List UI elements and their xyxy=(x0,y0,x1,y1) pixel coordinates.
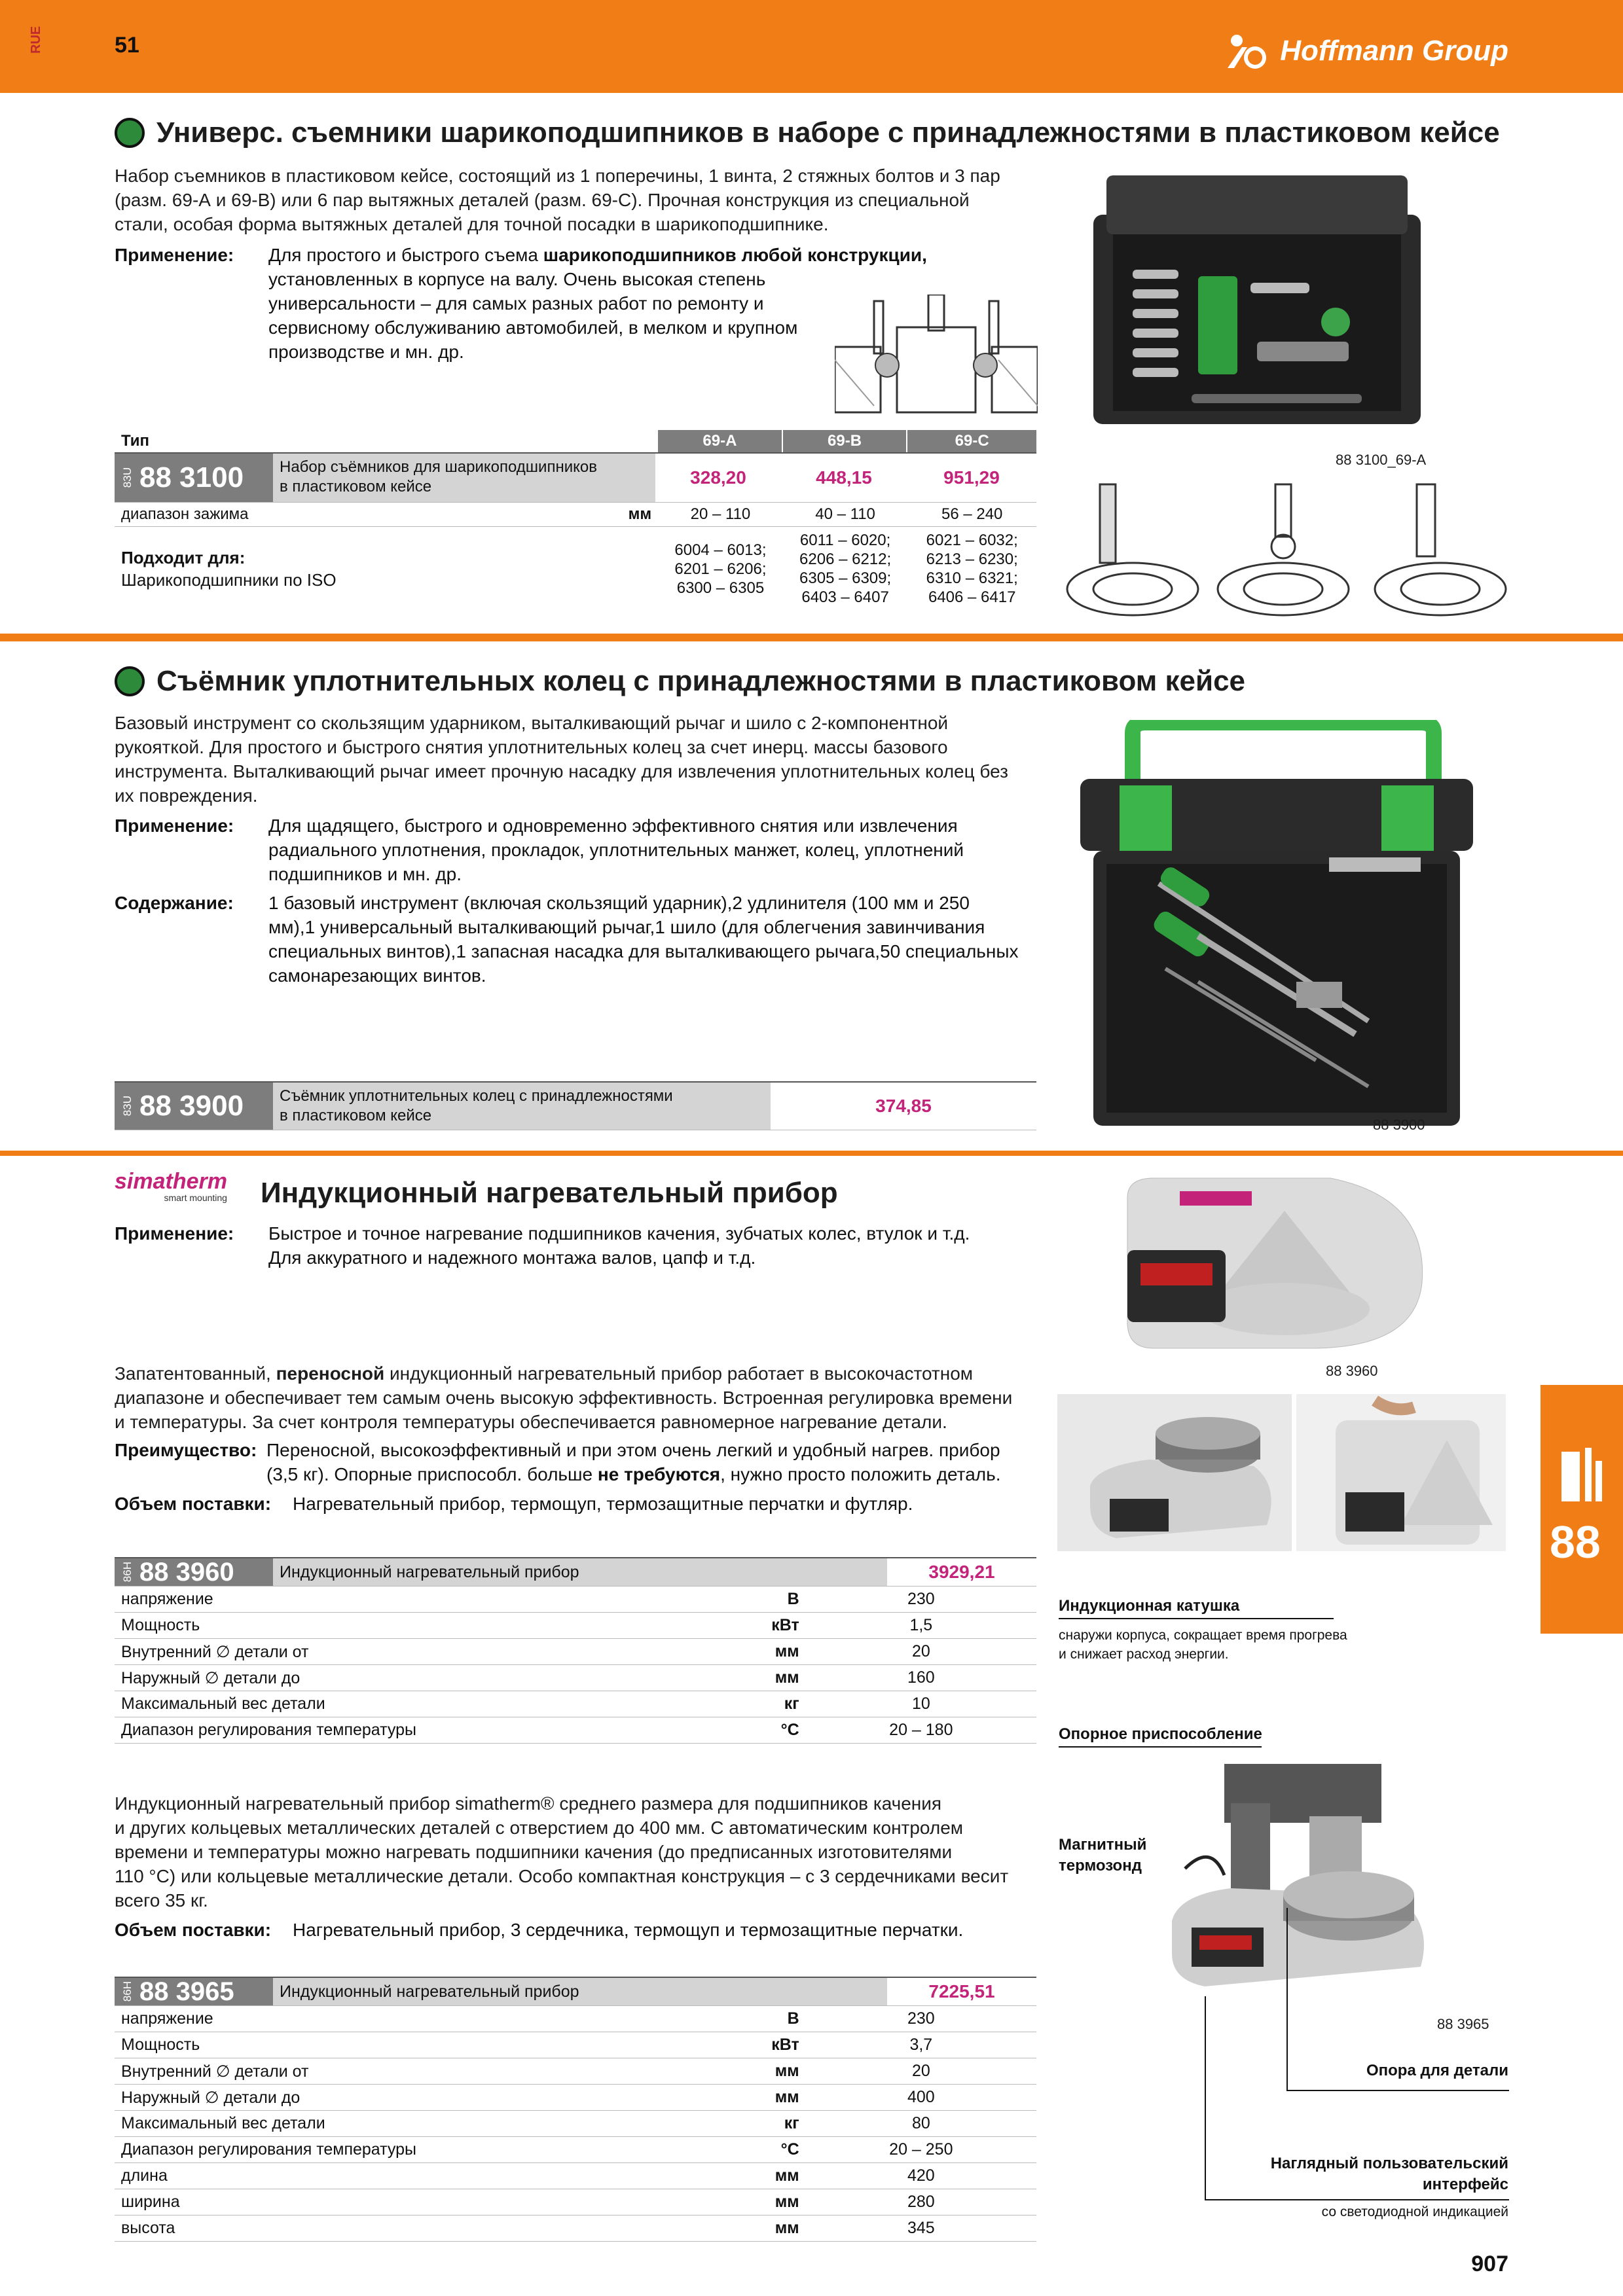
spec-list-883960 xyxy=(115,1587,1036,1744)
spec-label: длина xyxy=(121,2166,168,2185)
spec-value: 20 – 180 xyxy=(889,1721,953,1739)
article-number: 83U 88 3900 xyxy=(115,1083,273,1130)
spec-label: Мощность xyxy=(121,1616,200,1634)
spec-row xyxy=(115,1665,1036,1691)
spec-row xyxy=(115,1587,1036,1613)
spec-label: Внутренний ∅ детали от xyxy=(121,1642,309,1661)
language-code: RUE xyxy=(29,26,43,54)
spec-label: Наружный ∅ детали до xyxy=(121,2088,301,2107)
puller-set-case-image xyxy=(1093,171,1421,441)
table-row: 86H 88 3960 Индукционный нагревательный прибор 3929,21 xyxy=(115,1558,1036,1587)
brand-logo xyxy=(1225,31,1508,71)
spec-label: Максимальный вес детали xyxy=(121,1695,325,1713)
spec-unit: кг xyxy=(784,1695,799,1713)
callout-support: Опорное приспособление xyxy=(1059,1725,1262,1743)
section2-table xyxy=(115,1081,1036,1130)
spec-label: ширина xyxy=(121,2193,180,2211)
table-row: Подходит для: Шарикоподшипники по ISO 6004 – 6013; 6201 – 6206; 6300 – 6305 6011 – 6020; 6206 – 6212; 6305 – 6309; 6403 – 6407 6021 – 6032; 6213 – 6230; 6310 – 6321; 6406 – 6417 xyxy=(121,531,1018,606)
spec-unit: мм xyxy=(775,2166,799,2185)
spec-value: 420 xyxy=(907,2166,935,2185)
spec-label: Максимальный вес детали xyxy=(121,2114,325,2132)
heater-883960-image xyxy=(1114,1172,1429,1355)
spec-row xyxy=(115,1717,1036,1744)
spec-value: 20 xyxy=(911,2062,930,2080)
section1-table: Тип 69-A 69-B 69-C 83U 88 3100 Набор съёмников для шарикоподшипников в пластиковом кейсе 328,20 448,15 951,29 диапазон зажима мм 20 – 110 40 – 110 56 – 240 Подходит для: Шарикоподшипники по ISO 6004 – 6013; 6201 – 6206; 6300 – 6305 6011 – 6020; 6206 – 6212; 6305 – 6309; 6403 – 6407 6021 – 6032; 6213 – 6230; 6310 – 6321; 6406 – 6417 xyxy=(115,430,1036,611)
spec-label: Диапазон регулирования температуры xyxy=(121,2140,416,2159)
spec-label: высота xyxy=(121,2219,175,2237)
spec-unit: кг xyxy=(784,2114,799,2132)
callout-coil-text: снаружи корпуса, сокращает время прогрева и снижает расход энергии. xyxy=(1059,1628,1347,1662)
spec-row xyxy=(115,2058,1036,2085)
spec-unit: °С xyxy=(780,2140,799,2159)
spec-list-883965 xyxy=(115,2006,1036,2242)
spec-row xyxy=(115,2189,1036,2215)
spec-value: 80 xyxy=(911,2114,930,2132)
section-divider xyxy=(0,1151,1623,1156)
bearing-section-drawing xyxy=(835,295,1038,416)
callout-line xyxy=(1205,2199,1509,2200)
spec-value: 1,5 xyxy=(909,1616,933,1634)
spec-row xyxy=(115,1691,1036,1717)
section-divider xyxy=(0,634,1623,641)
spec-value: 160 xyxy=(907,1668,935,1687)
page-number-right: 907 xyxy=(1471,2251,1508,2276)
spec-row xyxy=(115,2085,1036,2111)
section3-description: Запатентованный, переносной индукционный нагревательный прибор работает в высокочастотном диапазоне и обеспечивает тем самым очень высокую эффективность. Встроенная регулировка времени и температуры. За счет контроля температуры обеспечивается равномерное нагревание детали. xyxy=(115,1363,1013,1432)
spec-value: 230 xyxy=(907,2009,935,2028)
spec-value: 3,7 xyxy=(909,2036,933,2054)
article-number: 86H 88 3960 xyxy=(115,1558,273,1586)
spec-unit: мм xyxy=(775,1668,799,1687)
spec-unit: мм xyxy=(775,2088,799,2106)
section3-advantage: Преимущество: Переносной, высокоэффективный и при этом очень легкий и удобный нагрев. прибор (3,5 кг). Опорные приспособл. больше не требуются, нужно просто положить деталь. xyxy=(115,1440,1001,1484)
heater-883965-image xyxy=(1159,1764,1440,2000)
spec-value: 10 xyxy=(911,1695,930,1713)
table-row: 83U 88 3900 Съёмник уплотнительных колец с принадлежностями в пластиковом кейсе 374,85 xyxy=(115,1083,1036,1130)
callout-rest: Опора для детали xyxy=(1366,2062,1508,2079)
spec-unit: мм xyxy=(775,2219,799,2237)
image-caption-883900: 88 3900 xyxy=(1373,1117,1425,1133)
chapter-number: 88 xyxy=(1550,1516,1601,1568)
callout-ui-text: со светодиодной индикацией xyxy=(1321,2204,1508,2219)
spec-value: 280 xyxy=(907,2193,935,2211)
chapter-tab xyxy=(1541,1385,1623,1634)
spec-label: напряжение xyxy=(121,1590,213,1608)
section1-application: Применение: Для простого и быстрого съема шарикоподшипников любой конструкции, установленных в корпусе на валу. Очень высокая степень универсальности – для самых разных работ по ремонту и сервисному обслуживанию автомобилей, в мелком и крупном производстве и мн. др. xyxy=(115,245,927,362)
table-row: 86H 88 3965 Индукционный нагревательный прибор 7225,51 xyxy=(115,1978,1036,2006)
spec-row xyxy=(115,2215,1036,2242)
spec-value: 400 xyxy=(907,2088,935,2106)
callout-probe: Магнитный термозонд xyxy=(1059,1836,1147,1874)
spec-value: 20 xyxy=(911,1642,930,1660)
image-caption-883965: 88 3965 xyxy=(1437,2016,1489,2032)
spec-unit: °С xyxy=(780,1721,799,1739)
callout-ui: Наглядный пользовательский интерфейс xyxy=(1270,2155,1508,2193)
spec-row xyxy=(115,2111,1036,2137)
callout-line xyxy=(1059,1746,1262,1748)
spec-row xyxy=(115,2137,1036,2163)
spec-unit: мм xyxy=(775,1642,799,1660)
spec-row xyxy=(115,2032,1036,2058)
heater-carry-photo xyxy=(1296,1394,1506,1551)
spec-row xyxy=(115,1639,1036,1665)
section3-title: Индукционный нагревательный прибор xyxy=(261,1177,838,1209)
section1-title: Универс. съемники шарикоподшипников в наборе с принадлежностями в пластиковом кейсе xyxy=(115,117,1500,149)
green-quality-icon xyxy=(115,666,145,696)
hoffmann-logo-icon xyxy=(1225,33,1271,69)
spec-label: напряжение xyxy=(121,2009,213,2028)
image-caption-883960: 88 3960 xyxy=(1326,1363,1378,1379)
green-quality-icon xyxy=(115,118,145,148)
spec-row xyxy=(115,1613,1036,1639)
spec-unit: В xyxy=(787,2009,799,2028)
tools-icon xyxy=(1559,1445,1605,1504)
spec-value: 20 – 250 xyxy=(889,2140,953,2159)
section4-description: Индукционный нагревательный прибор simatherm® среднего размера для подшипников качения и других кольцевых металлических деталей с отверстием до 400 мм. С автоматическим контролем времени и температуры можно нагревать подшипники качения (до предписанных изготовителями 110 °С) или кольцевые металлические детали. Особо компактная конструкция – с 3 сердечниками весит всего 35 кг. xyxy=(115,1793,1009,1910)
spec-unit: кВт xyxy=(771,2036,799,2054)
article-number: 86H 88 3965 xyxy=(115,1978,273,2005)
section2-title: Съёмник уплотнительных колец с принадлежностями в пластиковом кейсе xyxy=(115,665,1245,698)
spec-unit: кВт xyxy=(771,1616,799,1634)
section4-scope: Объем поставки: Нагревательный прибор, 3 сердечника, термощуп и термозащитные перчатки. xyxy=(115,1920,964,1940)
spec-value: 345 xyxy=(907,2219,935,2237)
section3-table xyxy=(115,1557,1036,1744)
puller-usage-illustrations xyxy=(1061,478,1512,619)
spec-label: Мощность xyxy=(121,2036,200,2054)
section2-contents: Содержание: 1 базовый инструмент (включая скользящий ударник),2 удлинителя (100 мм и 250 мм),1 универсальный выталкивающий рычаг,1 шило (для облегчения завинчивания специальных винтов),1 запасная насадка для выталкивающего рычага,50 специальных самонарезающих винтов. xyxy=(115,893,1019,986)
spec-row xyxy=(115,2163,1036,2189)
spec-unit: В xyxy=(787,1590,799,1608)
spec-label: Внутренний ∅ детали от xyxy=(121,2062,309,2081)
table-row: диапазон зажима мм 20 – 110 40 – 110 56 – 240 xyxy=(115,503,1036,527)
simatherm-logo: simatherm smart mounting xyxy=(115,1169,227,1203)
section3-scope: Объем поставки: Нагревательный прибор, термощуп, термозащитные перчатки и футляр. xyxy=(115,1494,913,1514)
spec-unit: мм xyxy=(775,2062,799,2080)
section1-description: Набор съемников в пластиковом кейсе, состоящий из 1 поперечины, 1 винта, 2 стяжных болтов и 3 пар (разм. 69-А и 69-В) или 6 пар вытяжных деталей (разм. 69-С). Прочная конструкция из специальной стали, особая форма вытяжных деталей для точной посадки в шарикоподшипнике. xyxy=(115,166,1000,234)
section4-table xyxy=(115,1977,1036,2242)
spec-label: Диапазон регулирования температуры xyxy=(121,1721,416,1739)
brand-name: Hoffmann Group xyxy=(1280,35,1508,67)
callout-line xyxy=(1286,1908,1288,2091)
section2-application: Применение: Для щадящего, быстрого и одновременно эффективного снятия или извлечения радиального уплотнения, прокладок, уплотнительных манжет, колец, уплотнений подшипников и мн. др. xyxy=(115,816,964,884)
image-caption-883100: 88 3100_69-A xyxy=(1336,452,1427,468)
spec-value: 230 xyxy=(907,1590,935,1608)
callout-coil: Индукционная катушка xyxy=(1059,1597,1240,1615)
seal-puller-case-image xyxy=(1080,720,1473,1139)
article-number: 83U 88 3100 xyxy=(115,454,273,502)
heater-with-bearing-photo xyxy=(1057,1394,1292,1551)
spec-row xyxy=(115,2006,1036,2032)
section3-application: Применение: Быстрое и точное нагревание подшипников качения, зубчатых колес, втулок и т.д. Для аккуратного и надежного монтажа валов, цапф и т.д. xyxy=(115,1223,970,1268)
page-number-left: 51 xyxy=(115,33,139,58)
spec-label: Наружный ∅ детали до xyxy=(121,1668,301,1687)
callout-line xyxy=(1059,1618,1334,1619)
section2-description: Базовый инструмент со скользящим ударником, выталкивающий рычаг и шило с 2-компонентной рукояткой. Для простого и быстрого снятия уплотнительных колец за счет инерц. массы базового инструмента. Выталкивающий рычаг имеет прочную насадку для извлечения уплотнительных колец без их повреждения. xyxy=(115,713,1008,806)
callout-line xyxy=(1205,1996,1206,2200)
callout-line xyxy=(1286,2090,1509,2091)
table-row: 83U 88 3100 Набор съёмников для шарикоподшипников в пластиковом кейсе 328,20 448,15 951,29 xyxy=(115,454,1036,503)
spec-unit: мм xyxy=(775,2193,799,2211)
